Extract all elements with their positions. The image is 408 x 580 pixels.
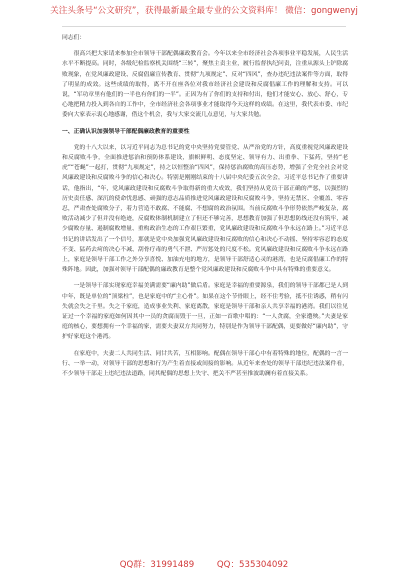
- paragraph-2: 一是领导干部实现家庭幸福美满需要“廉内助”做后盾。家庭是幸福的重要源泉，我们的领导干部都已是人到中年，既是单位的“顶梁柱”，也是家庭中的“主心骨”。如果在这个节骨眼上，经不住考验，抵不住诱惑，稍有闪失就会失之千里。失之千家庭，造成事业失利、家庭离散，家庭是领导干部和亲人共享幸福的港湾。我们以往见证过一个幸福的家庭如何因其中一员的贪腐而毁于一旦，正如一首歌中唱的：“一人贪腐，全家遭殃。”夫妻是家庭的核心，要想拥有一个幸福的家，需要夫妻双方共同努力，特别是作为领导干部配偶，更要做好“廉内助”，守护好家庭这个港湾。: [62, 283, 348, 341]
- qq-contact: QQ：535304092: [216, 560, 289, 570]
- section-title-1: 一、正确认识加强领导干部配偶廉政教育的重要性: [62, 128, 190, 135]
- promo-header: 关注头条号“公文研究”，获得最新最全最专业的公文资料库！ 微信：gongwenyj: [50, 6, 358, 16]
- intro-paragraph: 很高兴把大家请来参加全市领导干部配偶廉政教育会。今年以来全市经济社会各项事业平稳发展，人民生活水平不断提高。同时，各级纪检监察机关围绕“三转”，聚焦主责主业，履行监督执纪问责，注重从源头上铲除腐败现象，在党风廉政建设、反腐倡廉宣传教育、贯彻“九项规定”、反对“四风”，查办违纪违法案件等方面，取得了明显的成效。这些成绩的取得，离不开在座各位对我市经济社会建设和反腐倡廉工作的理解和支持。可以说，“军功章里有他们的一半也有你们的一半”。正因为有了你们的支持和付出，他们才能安心、放心、舒心，专心地把精力投入到各自的工作中，全市经济社会各项事业才能取得今天这样的成绩。在这里，我代表市委、市纪委向大家表示衷心地感谢，借这个机会，我与大家交流几点意见，与大家共勉。: [62, 51, 348, 119]
- paragraph-1: 党的十八大以来，以习近平同志为总书记的党中央坚持党要管党、从严治党的方针，高度重视党风廉政建设和反腐败斗争，全面推进惩治和预防体系建设，旗帜鲜明、态度坚定、领导有力、出重拳、下猛药，坚持“老虎”“苍蝇”一起打，贯彻“九项规定”，持之以恒整治“四风”，保持惩治腐败的高压态势，增强了全党全社会对党风廉政建设和反腐败斗争的信心和决心。特别是刚刚结束的十八届中央纪委五次全会，习近平总书记作了重要讲话，他指出，“年，党风廉政建设和反腐败斗争取得新的重大成效，我们坚持从党员干部正确的严惩，以强烈的历史责任感、深沉的使命忧患感、顽强的意志品质推进党风廉政建设和反腐败斗争，坚持无禁区、全覆盖、零容忍，严肃查处腐败分子，着力营造不敢腐、不能腐、不想腐的政治氛围。当前反腐败斗争形势依然严峻复杂，腐败活动减少了但并没有绝迹，反腐败体制机制建立了但还不够完善，思想教育加强了但思想防线还没有筑牢，减少腐败存量、遏制腐败增量、重构政治生态的工作艰巨繁重，党风廉政建设和反腐败斗争永远在路上。”习近平总书记的讲话发出了一个信号，那就是党中央加强党风廉政建设和反腐败的信心和决心不动摇、坚持零容忍的态度不变、猛药去疴的决心不减、刮骨疗毒的勇气不泄、严厉惩处的尺度不松。党风廉政建设和反腐败斗争永远在路上，家庭是领导干部工作之外分享喜悦、加油充电的地方，是领导干部舒适心灵的港湾，也是反腐倡廉工作的特殊阵地。因此，加强对领导干部配偶的廉政教育是整个党风廉政建设和反腐败斗争中具有特殊的重要意义。: [62, 144, 348, 274]
- paragraph-3: 在家庭中，夫妻二人共同生活、同甘共苦，互相影响。配偶在领导干部心中有着特殊的地位，配偶的一言一行、一举一动，对领导干部的思想和行为产生着直接或间接的影响。从近年来查处的领导干部违纪违法案件看，不少领导干部走上违纪违法道路，同其配偶的思想上失守、把关不严甚至推波助澜有着直接关系。: [62, 350, 348, 378]
- promo-footer: [0, 560, 408, 571]
- speech-body: [62, 33, 348, 385]
- header-divider: [62, 26, 346, 27]
- qq-group: QQ群：31991489: [119, 560, 195, 570]
- greeting: 同志们：: [62, 35, 86, 41]
